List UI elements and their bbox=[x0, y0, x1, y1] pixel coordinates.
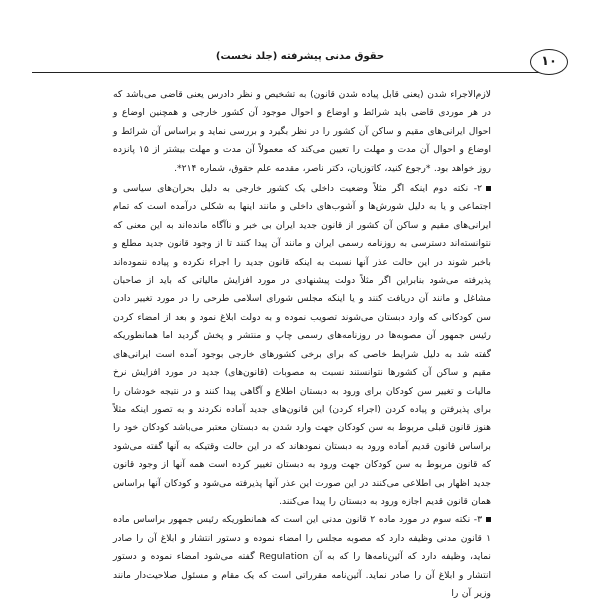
paragraph-text: ۲- نکته دوم اینکه اگر مثلاً وضعیت داخلی یک کشور خارجی به دلیل بحران‌های سیاسی و اجتماعی و یا به دلیل شورش‌ها و آشوب‌های داخلی و مانند اینها به شکلی درآمده است که تمام ایرانی‌های مقیم و ساکن آن کشور از قانون جدید ایران بی خبر و ناآگاه مانده‌اند به این معنی که نتوانسته‌اند دسترسی به روزنامه رسمی ایران و مانند آن پیدا کنند تا از وجود قانون جدید مطلع و باخبر شوند در این حالت عذر آنها نسبت به اینکه قانون جدید را اجراء نکرده و پیاده ننموده‌اند پذیرفته می‌شود بنابراین اگر مثلاً دولت پیشنهادی در مورد افزایش مالیاتی که باید از صاحبان مشاغل و مانند آن دریافت کنند و یا اینکه مجلس شورای اسلامی طرحی را در مورد تغییر دادن سن کودکانی که وارد دبستان می‌شوند تصویب نموده و به دولت ابلاغ نمود و بعد از امضاء کردن رئیس جمهور آن مصوبه‌ها در روزنامه‌های رسمی چاپ و منتشر و پخش گردید اما همانطوریکه گفته شد به دلیل شرایط خاصی که برای برخی کشورهای خارجی بوجود آمده است ایرانی‌های مقیم و ساکن آن کشورها نتوانستند نسبت به مصوبات (قانون‌های) جدید در مورد افزایش نرخ مالیات و تغییر سن کودکان برای ورود به دبستان اطلاع و آگاهی پیدا کنند و در نتیجه خودشان را برای پذیرفتن و پیاده کردن (اجراء کردن) این قانون‌های جدید آماده نکردند و به تصور اینکه مثلاً هنوز قانون قبلی مربوط به سن کودکان جهت وارد شدن به دبستان معتبر می‌باشد کودکان خود را براساس قانون قدیم آماده ورود به دبستان نمودهاند که در این حالت وقتیکه به آنها گفته می‌شود که قانون مربوط به سن کودکان جهت ورود به دبستان تغییر کرده است همه آنها از وجود قانون جدید اظهار بی اطلاعی می‌کنند در این صورت این عذر آنها پذیرفته می‌شود و کودکان آنها براساس همان قانون قدیم اجازه ورود به دبستان را پیدا می‌کنند. bbox=[113, 183, 491, 507]
running-title: حقوق مدنی پیشرفته (جلد نخست) bbox=[215, 51, 385, 62]
paragraph-intro bbox=[113, 86, 491, 178]
page-number: ۱۰ bbox=[530, 49, 568, 75]
bullet-marker bbox=[486, 186, 491, 191]
paragraph-text: ۳- نکته سوم در مورد ماده ۲ قانون مدنی این است که همانطوریکه رئیس جمهور براساس ماده ۱ قانون مدنی وظیفه دارد که مصوبه مجلس را امضاء نموده و دستور انتشار و ابلاغ آن را صادر نماید، وظیفه دارد که آئین‌نامه‌ها را که به آن Regulation گفته می‌شود امضاء نموده و دستور انتشار و ابلاغ آن را صادر نماید. آئین‌نامه مقرراتی است که یک مقام و مسئول صلاحیت‌دار مانند وزیر آن را bbox=[113, 514, 491, 599]
paragraph-text: لازم‌الاجراء شدن (یعنی قابل پیاده شدن قانون) به تشخیص و نظر دادرس یعنی قاضی می‌باشد که در هر موردی قاضی باید شرائط و اوضاع و احوال موجود آن کشور خارجی و همچنین اوضاع و احوال ایرانی‌های مقیم و ساکن آن کشور را در نظر بگیرد و بررسی نماید و براساس آن شرائط و اوضاع و احوال آن مدت و مهلت را تعیین می‌کند که معمولاً آن مدت و مهلت بیشتر از ۱۵ پانزده روز خواهد بود. *رجوع کنید، کاتوزیان، دکتر ناصر، مقدمه علم حقوق، شماره ۲۱۴*. bbox=[113, 89, 491, 174]
page-body bbox=[113, 86, 491, 599]
paragraph-point-3 bbox=[113, 511, 491, 603]
bullet-marker bbox=[486, 517, 491, 522]
paragraph-point-2 bbox=[113, 180, 491, 511]
header-rule bbox=[32, 72, 540, 73]
page-header bbox=[32, 47, 568, 79]
